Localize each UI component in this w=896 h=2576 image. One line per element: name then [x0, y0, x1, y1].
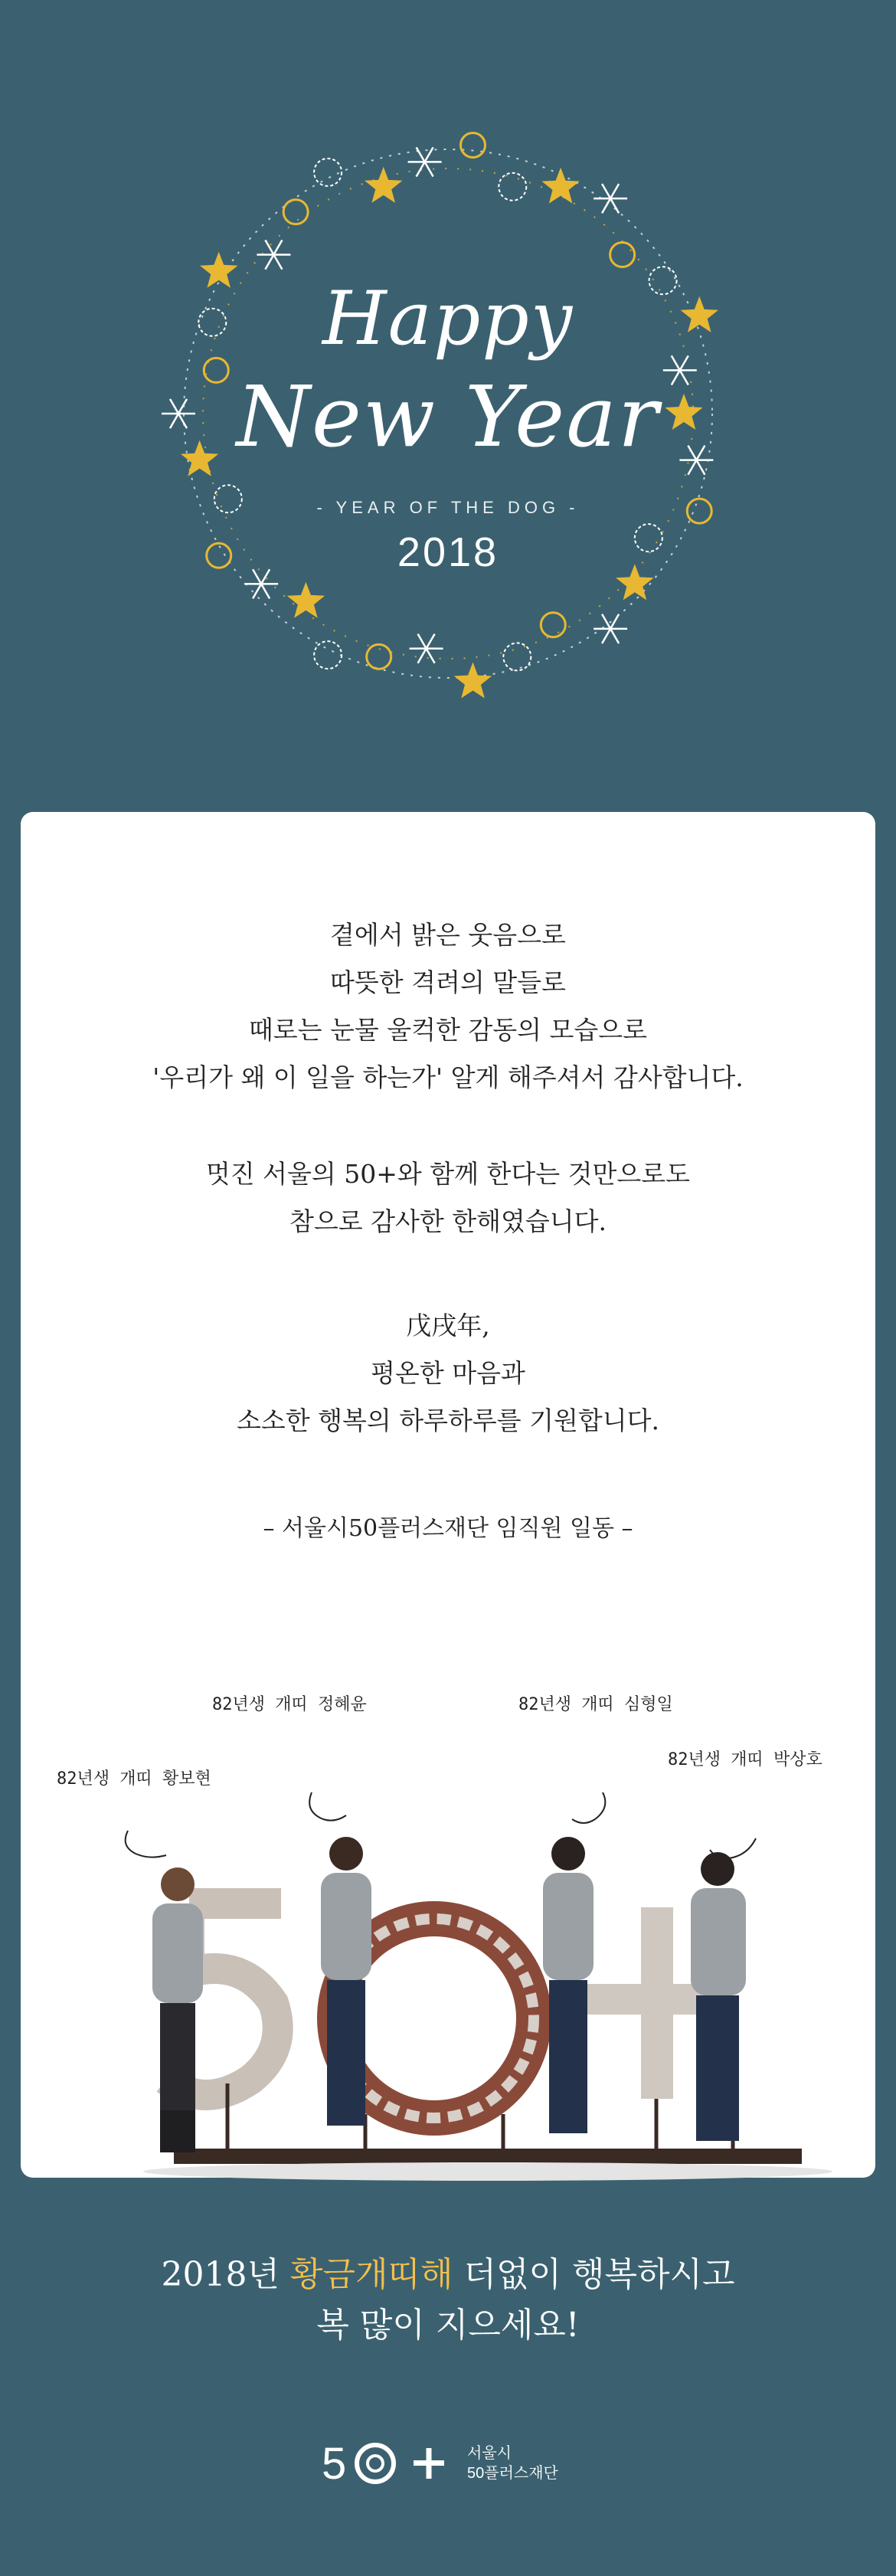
- bauble-icon: [610, 243, 635, 267]
- bauble-icon: [541, 613, 565, 637]
- snowflake-icon: [408, 147, 442, 176]
- snowflake-icon: [594, 614, 627, 643]
- message-card: [21, 812, 875, 2178]
- snowflake-icon: [257, 240, 290, 269]
- message-line: 곁에서 밝은 웃음으로: [330, 920, 566, 950]
- closing-text: 2018년: [161, 2255, 290, 2294]
- foundation-name-line-2: 50플러스재단: [467, 2465, 558, 2482]
- message-line: 따뜻한 격려의 말들로: [330, 967, 566, 997]
- star-ornament-icon: [287, 582, 325, 618]
- flower-ornament-icon: [503, 643, 531, 670]
- message-line: 戊戌年,: [406, 1311, 490, 1340]
- fifty-plus-logo-icon: [322, 2436, 452, 2489]
- message-paragraph-2: [21, 1151, 875, 1245]
- message-line: 참으로 감사한 한해였습니다.: [289, 1206, 607, 1236]
- closing-text: 더없이 행복하시고: [453, 2255, 735, 2294]
- flower-ornament-icon: [314, 159, 342, 186]
- closing-line-1: [0, 2250, 896, 2299]
- signature: – 서울시50플러스재단 임직원 일동 –: [263, 1515, 633, 1542]
- message-line: 멋진 서울의 50+와 함께 한다는 것만으로도: [205, 1159, 691, 1189]
- message-line: '우리가 왜 이 일을 하는가' 알게 해주셔서 감사합니다.: [152, 1062, 744, 1092]
- flower-ornament-icon: [499, 173, 526, 201]
- group-photo: [105, 1731, 855, 2160]
- message-line: 소소한 행복의 하루하루를 기원합니다.: [236, 1406, 659, 1435]
- bauble-icon: [460, 133, 485, 158]
- year-of-dog-subtitle: - YEAR OF THE DOG -: [316, 498, 580, 517]
- star-ornament-icon: [541, 168, 579, 204]
- new-year-title: New Year: [236, 368, 660, 466]
- year-label: 2018: [397, 529, 499, 575]
- photo-tag-4: 82년생 개띠 박상호: [668, 1750, 822, 1769]
- flower-ornament-icon: [314, 641, 342, 669]
- star-ornament-icon: [454, 663, 492, 699]
- message-paragraph-3: [21, 1302, 875, 1445]
- foundation-logo: [322, 2436, 597, 2489]
- message-line: 평온한 마음과: [371, 1358, 525, 1388]
- photo-tag-2: 82년생 개띠 정혜윤: [212, 1695, 367, 1714]
- message-paragraph-1: [21, 912, 875, 1101]
- message-line: 때로는 눈물 울컥한 감동의 모습으로: [248, 1015, 648, 1045]
- foundation-name-line-1: 서울시: [467, 2445, 512, 2462]
- photo-tag-3: 82년생 개띠 심형일: [518, 1695, 673, 1714]
- golden-dog-year-highlight: 황금개띠해: [289, 2255, 453, 2294]
- closing-line-2: 복 많이 지으세요!: [316, 2306, 580, 2345]
- bauble-icon: [367, 644, 391, 669]
- bauble-icon: [283, 200, 308, 224]
- snowflake-icon: [594, 184, 627, 213]
- foundation-name: [467, 2443, 558, 2483]
- photo-tag-1: 82년생 개띠 황보현: [57, 1769, 211, 1789]
- svg-text:5: 5: [322, 2439, 347, 2489]
- happy-title: Happy: [322, 276, 574, 362]
- snowflake-icon: [410, 634, 443, 663]
- star-ornament-icon: [365, 167, 402, 203]
